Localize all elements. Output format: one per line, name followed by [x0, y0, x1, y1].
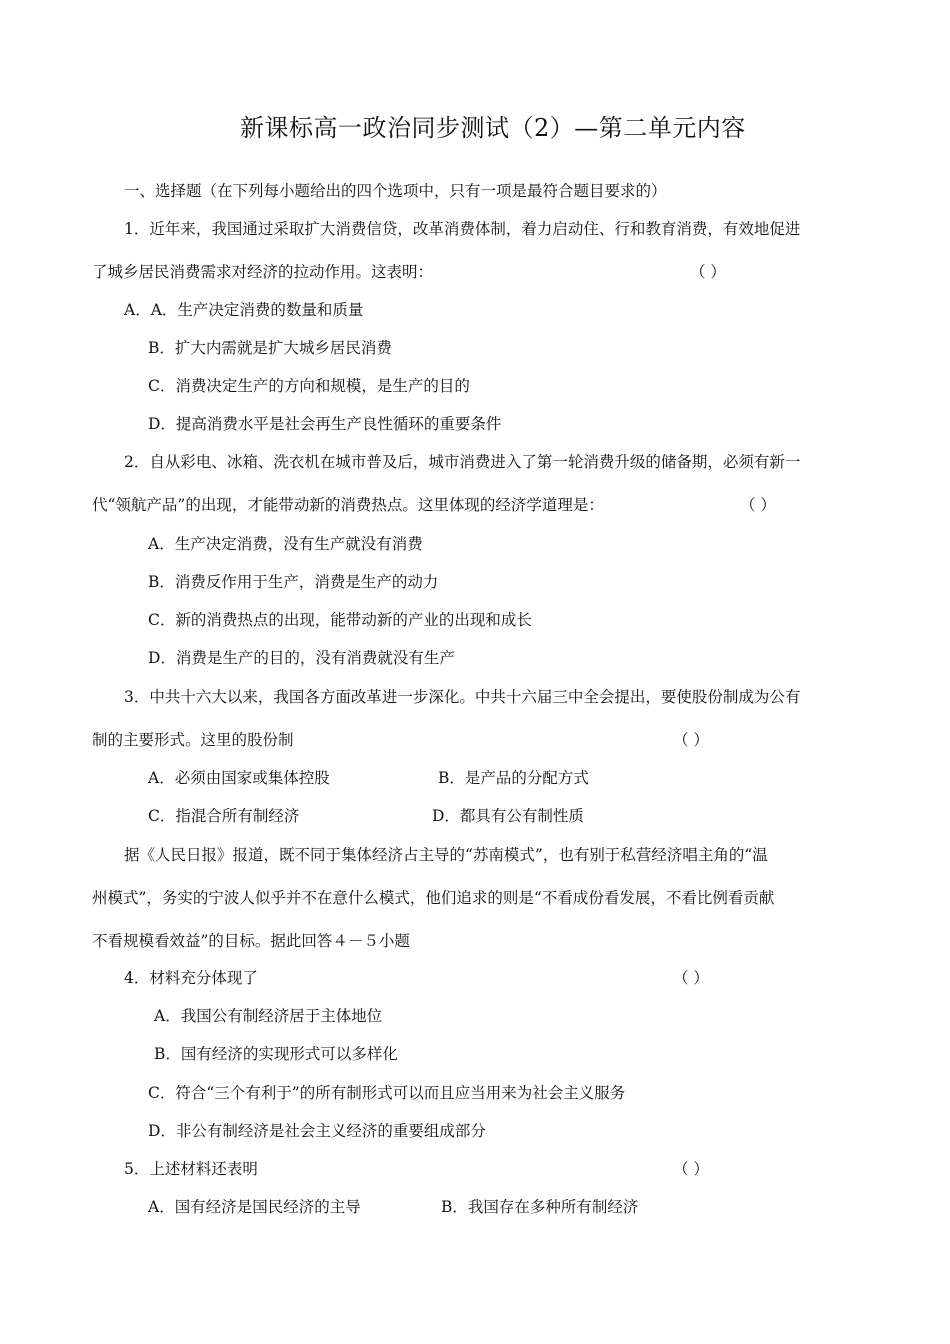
q3-option-c: C．指混合所有制经济 — [148, 807, 300, 825]
q1-option-d: D．提高消费水平是社会再生产良性循环的重要条件 — [148, 415, 502, 433]
q1-stem-line2: 了城乡居民消费需求对经济的拉动作用。这表明： — [92, 263, 434, 281]
q4-answer-paren: （ ） — [673, 969, 709, 987]
q1-answer-paren: （ ） — [690, 263, 726, 281]
q2-answer-paren: （ ） — [740, 496, 776, 514]
q2-stem-line1: 2．自从彩电、冰箱、洗衣机在城市普及后，城市消费进入了第一轮消费升级的储备期，必须有新一 — [124, 453, 801, 471]
material-line3: 不看规模看效益”的目标。据此回答４－５小题 — [92, 932, 410, 950]
q5-option-a: A．国有经济是国民经济的主导 — [148, 1198, 361, 1216]
material-line1: 据《人民日报》报道，既不同于集体经济占主导的“苏南模式”，也有别于私营经济唱主角的“温 — [124, 846, 768, 864]
q2-option-b: B．消费反作用于生产，消费是生产的动力 — [148, 573, 439, 591]
section-heading: 一、选择题（在下列每小题给出的四个选项中，只有一项是最符合题目要求的） — [124, 182, 667, 200]
page-title: 新课标高一政治同步测试（2）—第二单元内容 — [240, 114, 746, 142]
q1-option-c: C．消费决定生产的方向和规模，是生产的目的 — [148, 377, 470, 395]
q3-stem-line2: 制的主要形式。这里的股份制 — [92, 731, 294, 749]
material-line2: 州模式”，务实的宁波人似乎并不在意什么模式，他们追求的则是“不看成份看发展，不看比例看贡献 — [92, 889, 775, 907]
q3-option-b: B．是产品的分配方式 — [438, 769, 589, 787]
q3-stem-line1: 3．中共十六大以来，我国各方面改革进一步深化。中共十六届三中全会提出，要使股份制成为公有 — [124, 688, 801, 706]
q3-answer-paren: （ ） — [673, 731, 709, 749]
q1-option-b: B．扩大内需就是扩大城乡居民消费 — [148, 339, 392, 357]
q4-option-b: B．国有经济的实现形式可以多样化 — [154, 1045, 398, 1063]
q5-stem: 5．上述材料还表明 — [124, 1160, 258, 1178]
q5-option-b: B．我国存在多种所有制经济 — [441, 1198, 639, 1216]
q4-option-d: D．非公有制经济是社会主义经济的重要组成部分 — [148, 1122, 486, 1140]
q4-option-a: A．我国公有制经济居于主体地位 — [154, 1007, 383, 1025]
q2-option-a: A．生产决定消费，没有生产就没有消费 — [148, 535, 423, 553]
q1-option-a: A．A．生产决定消费的数量和质量 — [124, 301, 364, 319]
q4-option-c: C．符合“三个有利于”的所有制形式可以而且应当用来为社会主义服务 — [148, 1084, 626, 1102]
q2-stem-line2: 代“领航产品”的出现，才能带动新的消费热点。这里体现的经济学道理是： — [92, 496, 604, 514]
q4-stem: 4．材料充分体现了 — [124, 969, 258, 987]
q3-option-d: D．都具有公有制性质 — [432, 807, 584, 825]
q5-answer-paren: （ ） — [673, 1160, 709, 1178]
q2-option-d: D．消费是生产的目的，没有消费就没有生产 — [148, 649, 455, 667]
q2-option-c: C．新的消费热点的出现，能带动新的产业的出现和成长 — [148, 611, 532, 629]
q3-option-a: A．必须由国家或集体控股 — [148, 769, 330, 787]
q1-stem-line1: 1．近年来，我国通过采取扩大消费信贷，改革消费体制，着力启动住、行和教育消费，有效地促进 — [124, 220, 801, 238]
